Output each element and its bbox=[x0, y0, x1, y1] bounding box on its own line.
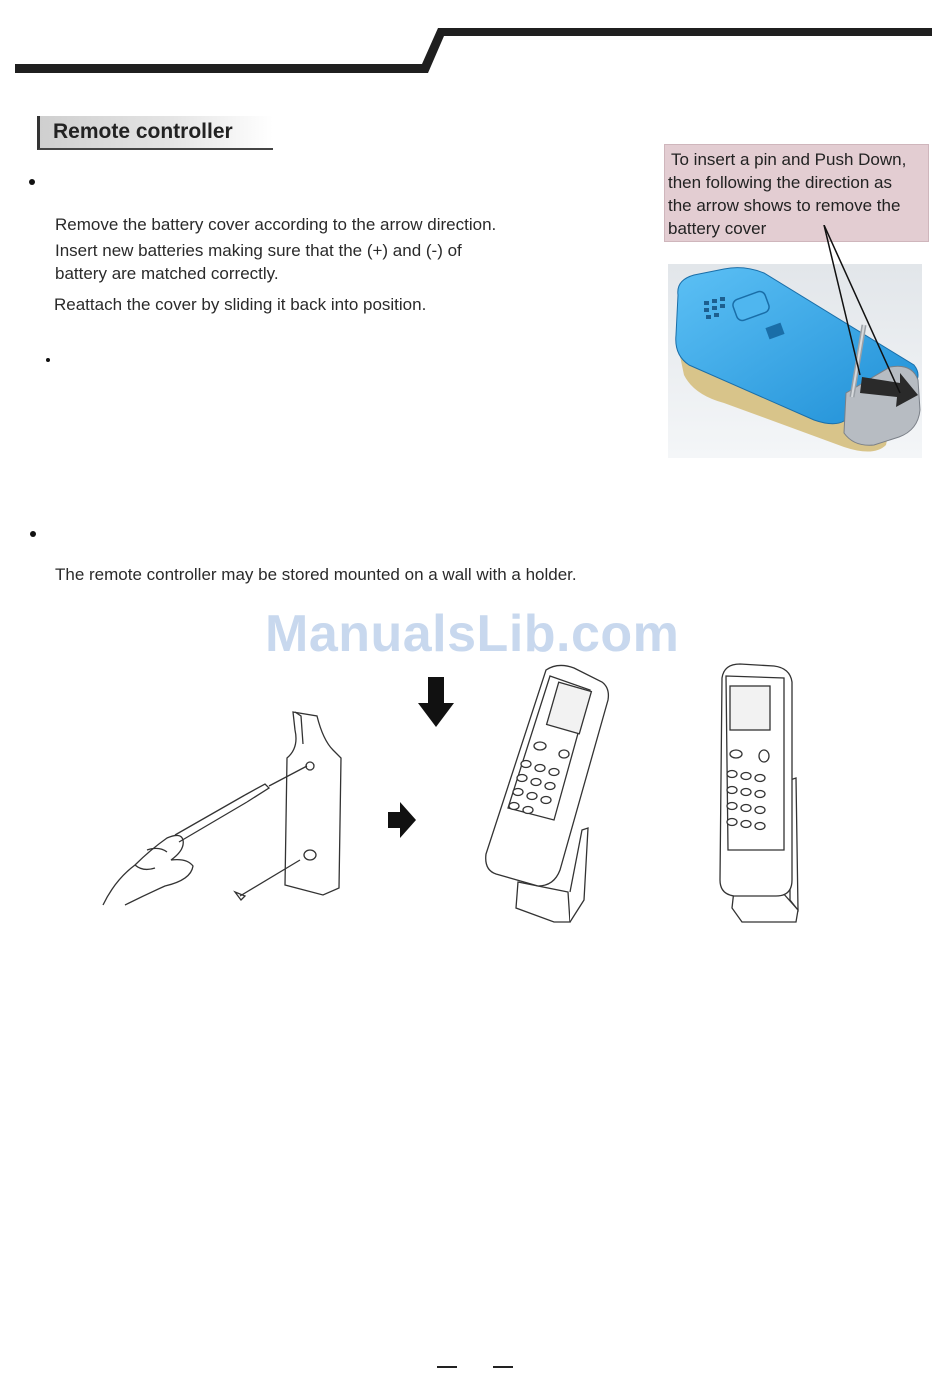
page-number-mark bbox=[437, 1366, 457, 1368]
callout-line-2: then following the direction as bbox=[668, 173, 892, 192]
remote-mounted-illustration bbox=[712, 660, 802, 925]
section-title: Remote controller bbox=[53, 120, 233, 143]
bullet bbox=[29, 179, 35, 185]
header-bar bbox=[0, 0, 950, 80]
battery-step-2-line-1: Insert new batteries making sure that the (+) and (-) of bbox=[55, 241, 462, 260]
battery-step-2-line-2: battery are matched correctly. bbox=[55, 264, 279, 283]
bullet bbox=[46, 358, 50, 362]
battery-step-1: Remove the battery cover according to the arrow direction. bbox=[55, 215, 497, 234]
battery-step-3: Reattach the cover by sliding it back into position. bbox=[54, 295, 427, 314]
arrow-down-icon bbox=[416, 675, 456, 729]
bullet bbox=[30, 531, 36, 537]
holder-instruction: The remote controller may be stored mounted on a wall with a holder. bbox=[55, 565, 577, 584]
watermark: ManualsLib.com bbox=[265, 605, 680, 663]
battery-cover-illustration bbox=[664, 225, 926, 463]
page-number-mark bbox=[493, 1366, 513, 1368]
arrow-right-icon bbox=[386, 800, 418, 840]
remote-inserting-illustration bbox=[478, 660, 618, 925]
callout-line-3: the arrow shows to remove the bbox=[668, 196, 901, 215]
callout-line-4: battery cover bbox=[668, 219, 767, 238]
section-title-box bbox=[37, 116, 273, 150]
callout-line-1: To insert a pin and Push Down, bbox=[671, 150, 907, 169]
wall-holder-illustration bbox=[95, 700, 355, 915]
